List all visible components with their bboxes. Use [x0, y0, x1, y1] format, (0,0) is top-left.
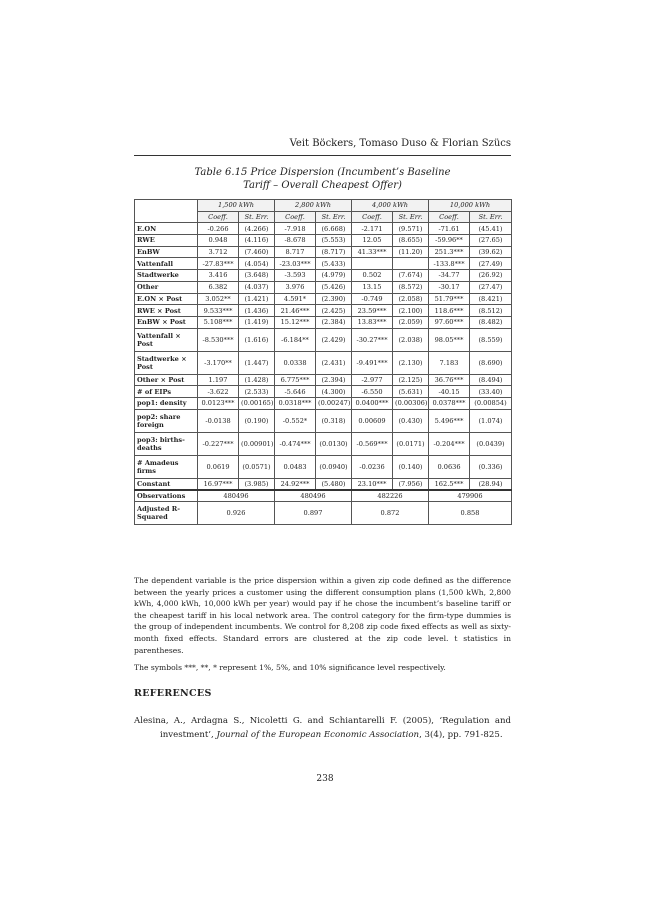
coeff-cell: -0.749: [352, 293, 393, 305]
coeff-cell: -133.8***: [429, 258, 470, 270]
row-label: Vattenfall: [135, 258, 198, 270]
coeff-cell: 16.97***: [198, 478, 239, 490]
std-err-cell: (1.074): [470, 409, 512, 432]
table-row: [135, 328, 512, 351]
std-err-cell: (0.318): [316, 409, 352, 432]
coeff-cell: -40.15: [429, 386, 470, 398]
coeff-cell: 6.775***: [275, 374, 316, 386]
std-err-cell: (0.0571): [239, 455, 275, 478]
std-err-cell: (2.431): [316, 351, 352, 374]
row-label: pop3: births-deaths: [135, 432, 198, 455]
std-err-cell: (8.717): [316, 246, 352, 258]
r-squared-value: 0.872: [352, 502, 429, 525]
coeff-header: Coeff.: [429, 211, 470, 223]
std-err-cell: (28.94): [470, 478, 512, 490]
se-header: St. Err.: [470, 211, 512, 223]
std-err-cell: (0.00306): [393, 397, 429, 409]
std-err-cell: (27.47): [470, 281, 512, 293]
coeff-cell: -0.0138: [198, 409, 239, 432]
row-label: EnBW: [135, 246, 198, 258]
table-row: [135, 316, 512, 328]
coeff-cell: -5.646: [275, 386, 316, 398]
observations-value: 480496: [198, 490, 275, 502]
coeff-cell: 4.591*: [275, 293, 316, 305]
observations-value: 482226: [352, 490, 429, 502]
regression-table: [134, 199, 512, 525]
coeff-cell: 0.948: [198, 235, 239, 247]
coeff-cell: 3.976: [275, 281, 316, 293]
running-header: Veit Böckers, Tomaso Duso & Florian Szücs: [134, 138, 511, 156]
coeff-cell: 24.92***: [275, 478, 316, 490]
std-err-cell: (0.430): [393, 409, 429, 432]
table-caption-line-2: Tariff – Overall Cheapest Offer): [243, 180, 402, 191]
std-err-cell: (8.421): [470, 293, 512, 305]
row-label: RWE: [135, 235, 198, 247]
table-row: [135, 351, 512, 374]
table-row: [135, 432, 512, 455]
coeff-header: Coeff.: [275, 211, 316, 223]
std-err-cell: (8.482): [470, 316, 512, 328]
coeff-cell: 13.83***: [352, 316, 393, 328]
coeff-cell: -0.474***: [275, 432, 316, 455]
std-err-cell: (8.572): [393, 281, 429, 293]
table-row: [135, 374, 512, 386]
std-err-cell: (9.571): [393, 223, 429, 235]
std-err-cell: (4.266): [239, 223, 275, 235]
table-note-description: The dependent variable is the price dispersion within a given zip code defined as the difference between the yearly prices a customer using the different consumption plans (1,500 kWh, 2,800 kWh, 4,000 kWh, 10,000 kWh per year) would pay if he chose the incumbent’s baseline tariff or the cheapest tariff in his local network area. The control category for the firm-type dummies is the group of independent incumbents. We control for 8,208 zip code fixed effects as well as sixty-month fixed effects. Standard errors are clustered at the zip code level. t statistics in parentheses.: [134, 576, 511, 655]
se-header: St. Err.: [239, 211, 275, 223]
row-label: # of EIPs: [135, 386, 198, 398]
table-row: [135, 235, 512, 247]
coeff-header: Coeff.: [352, 211, 393, 223]
coeff-cell: 0.0123***: [198, 397, 239, 409]
std-err-cell: (4.979): [316, 270, 352, 282]
r-squared-row: [135, 502, 512, 525]
group-header: 1,500 kWh: [198, 200, 275, 212]
coeff-cell: -0.204***: [429, 432, 470, 455]
table-row: [135, 281, 512, 293]
std-err-cell: (2.425): [316, 305, 352, 317]
page-number: 238: [316, 774, 334, 784]
coeff-cell: -8.678: [275, 235, 316, 247]
std-err-cell: (4.054): [239, 258, 275, 270]
std-err-cell: (1.421): [239, 293, 275, 305]
table-row: [135, 386, 512, 398]
row-label: EnBW × Post: [135, 316, 198, 328]
coeff-cell: -59.96**: [429, 235, 470, 247]
reference-entry: [134, 714, 511, 742]
coeff-cell: 3.712: [198, 246, 239, 258]
table-corner-cell: [135, 200, 198, 223]
coeff-cell: 118.6***: [429, 305, 470, 317]
coeff-cell: 0.0400***: [352, 397, 393, 409]
reference-journal: Journal of the European Economic Association: [216, 730, 420, 740]
std-err-cell: (8.655): [393, 235, 429, 247]
coeff-cell: -6.184**: [275, 328, 316, 351]
coeff-cell: 23.10***: [352, 478, 393, 490]
coeff-cell: 15.12***: [275, 316, 316, 328]
std-err-cell: (8.559): [470, 328, 512, 351]
std-err-cell: (5.426): [316, 281, 352, 293]
std-err-cell: (1.436): [239, 305, 275, 317]
coeff-cell: -0.266: [198, 223, 239, 235]
se-header: St. Err.: [393, 211, 429, 223]
row-label: RWE × Post: [135, 305, 198, 317]
coeff-cell: 162.5***: [429, 478, 470, 490]
std-err-cell: (0.0171): [393, 432, 429, 455]
std-err-cell: (1.419): [239, 316, 275, 328]
std-err-cell: (7.956): [393, 478, 429, 490]
coeff-cell: -0.227***: [198, 432, 239, 455]
table-caption-line-1: Table 6.15 Price Dispersion (Incumbent’s Baseline: [194, 167, 451, 178]
observations-label: Observations: [135, 490, 198, 502]
table-row: [135, 270, 512, 282]
observations-row: [135, 490, 512, 502]
coeff-cell: 0.00609: [352, 409, 393, 432]
coeff-cell: 0.0378***: [429, 397, 470, 409]
coeff-cell: 5.108***: [198, 316, 239, 328]
std-err-cell: (2.058): [393, 293, 429, 305]
std-err-cell: (0.00165): [239, 397, 275, 409]
std-err-cell: (5.433): [316, 258, 352, 270]
std-err-cell: (3.648): [239, 270, 275, 282]
coeff-cell: 36.76***: [429, 374, 470, 386]
std-err-cell: (7.674): [393, 270, 429, 282]
coeff-cell: -0.552*: [275, 409, 316, 432]
std-err-cell: (2.390): [316, 293, 352, 305]
coeff-cell: -7.918: [275, 223, 316, 235]
std-err-cell: (0.336): [470, 455, 512, 478]
coeff-cell: 5.496***: [429, 409, 470, 432]
std-err-cell: (0.0940): [316, 455, 352, 478]
std-err-cell: (0.0439): [470, 432, 512, 455]
coeff-cell: 251.3***: [429, 246, 470, 258]
std-err-cell: (2.100): [393, 305, 429, 317]
std-err-cell: (6.668): [316, 223, 352, 235]
table-row: [135, 305, 512, 317]
std-err-cell: [393, 258, 429, 270]
coeff-cell: 41.33***: [352, 246, 393, 258]
std-err-cell: (7.460): [239, 246, 275, 258]
std-err-cell: (1.447): [239, 351, 275, 374]
coeff-cell: 97.60***: [429, 316, 470, 328]
std-err-cell: (3.985): [239, 478, 275, 490]
coeff-cell: 98.05***: [429, 328, 470, 351]
table-body: [135, 223, 512, 490]
table-row: [135, 455, 512, 478]
std-err-cell: (4.037): [239, 281, 275, 293]
r-squared-label: Adjusted R-Squared: [135, 502, 198, 525]
reference-details: , 3(4), pp. 791-825.: [419, 730, 503, 740]
coeff-cell: -3.593: [275, 270, 316, 282]
std-err-cell: (4.116): [239, 235, 275, 247]
std-err-cell: (45.41): [470, 223, 512, 235]
std-err-cell: (26.92): [470, 270, 512, 282]
table-row: [135, 223, 512, 235]
observations-value: 479906: [429, 490, 512, 502]
coeff-cell: -9.491***: [352, 351, 393, 374]
row-label: Other × Post: [135, 374, 198, 386]
std-err-cell: (2.384): [316, 316, 352, 328]
coeff-cell: -0.0236: [352, 455, 393, 478]
row-label: # Amadeus firms: [135, 455, 198, 478]
group-header: 2,800 kWh: [275, 200, 352, 212]
observations-value: 480496: [275, 490, 352, 502]
group-header: 4,000 kWh: [352, 200, 429, 212]
std-err-cell: (11.20): [393, 246, 429, 258]
coeff-cell: 3.052**: [198, 293, 239, 305]
std-err-cell: (4.300): [316, 386, 352, 398]
coeff-cell: -30.17: [429, 281, 470, 293]
std-err-cell: (1.616): [239, 328, 275, 351]
r-squared-value: 0.897: [275, 502, 352, 525]
std-err-cell: (2.125): [393, 374, 429, 386]
row-label: E.ON × Post: [135, 293, 198, 305]
std-err-cell: (2.429): [316, 328, 352, 351]
std-err-cell: (0.00901): [239, 432, 275, 455]
std-err-cell: (0.140): [393, 455, 429, 478]
std-err-cell: (8.690): [470, 351, 512, 374]
coeff-cell: -3.622: [198, 386, 239, 398]
coeff-cell: -34.77: [429, 270, 470, 282]
reference-authors: Alesina, A., Ardagna S., Nicoletti G. and Schiantarelli F. (2005), ‘Regulation and investment’,: [134, 716, 511, 740]
coeff-cell: [352, 258, 393, 270]
std-err-cell: (39.62): [470, 246, 512, 258]
r-squared-value: 0.858: [429, 502, 512, 525]
coeff-cell: -0.569***: [352, 432, 393, 455]
std-err-cell: (27.49): [470, 258, 512, 270]
table-row: [135, 293, 512, 305]
table-row: [135, 409, 512, 432]
std-err-cell: (0.00854): [470, 397, 512, 409]
coeff-cell: 0.0338: [275, 351, 316, 374]
row-label: Stadtwerke × Post: [135, 351, 198, 374]
coeff-cell: 12.05: [352, 235, 393, 247]
table-row: [135, 246, 512, 258]
coeff-cell: 6.382: [198, 281, 239, 293]
table-row: [135, 478, 512, 490]
coeff-cell: -2.171: [352, 223, 393, 235]
coeff-header: Coeff.: [198, 211, 239, 223]
coeff-cell: 8.717: [275, 246, 316, 258]
coeff-cell: 21.46***: [275, 305, 316, 317]
coeff-cell: 0.0619: [198, 455, 239, 478]
std-err-cell: (5.631): [393, 386, 429, 398]
std-err-cell: (5.480): [316, 478, 352, 490]
table-notes: [134, 575, 511, 680]
coeff-cell: -23.03***: [275, 258, 316, 270]
se-header: St. Err.: [316, 211, 352, 223]
table-row: [135, 258, 512, 270]
std-err-cell: (0.0130): [316, 432, 352, 455]
table-caption: [134, 166, 511, 192]
table-group-header-row: [135, 200, 512, 212]
group-header: 10,000 kWh: [429, 200, 512, 212]
coeff-cell: 0.0318***: [275, 397, 316, 409]
std-err-cell: (8.512): [470, 305, 512, 317]
coeff-cell: 51.79***: [429, 293, 470, 305]
coeff-cell: -71.61: [429, 223, 470, 235]
coeff-cell: 1.197: [198, 374, 239, 386]
row-label: Stadtwerke: [135, 270, 198, 282]
coeff-cell: -2.977: [352, 374, 393, 386]
std-err-cell: (1.428): [239, 374, 275, 386]
row-label: pop1: density: [135, 397, 198, 409]
coeff-cell: -8.530***: [198, 328, 239, 351]
std-err-cell: (2.038): [393, 328, 429, 351]
std-err-cell: (2.130): [393, 351, 429, 374]
row-label: Constant: [135, 478, 198, 490]
std-err-cell: (0.00247): [316, 397, 352, 409]
row-label: E.ON: [135, 223, 198, 235]
coeff-cell: -30.27***: [352, 328, 393, 351]
coeff-cell: 3.416: [198, 270, 239, 282]
std-err-cell: (0.190): [239, 409, 275, 432]
table-note-significance: The symbols ***, **, * represent 1%, 5%, and 10% significance level respectively.: [134, 663, 446, 673]
coeff-cell: -6.550: [352, 386, 393, 398]
coeff-cell: 0.0483: [275, 455, 316, 478]
table-row: [135, 397, 512, 409]
row-label: pop2: share foreign: [135, 409, 198, 432]
coeff-cell: 7.183: [429, 351, 470, 374]
r-squared-value: 0.926: [198, 502, 275, 525]
coeff-cell: 13.15: [352, 281, 393, 293]
std-err-cell: (8.494): [470, 374, 512, 386]
coeff-cell: 23.59***: [352, 305, 393, 317]
std-err-cell: (5.553): [316, 235, 352, 247]
coeff-cell: -3.170**: [198, 351, 239, 374]
coeff-cell: 0.502: [352, 270, 393, 282]
std-err-cell: (33.40): [470, 386, 512, 398]
std-err-cell: (27.65): [470, 235, 512, 247]
coeff-cell: 0.0636: [429, 455, 470, 478]
std-err-cell: (2.394): [316, 374, 352, 386]
row-label: Vattenfall × Post: [135, 328, 198, 351]
row-label: Other: [135, 281, 198, 293]
std-err-cell: (2.059): [393, 316, 429, 328]
coeff-cell: -27.83***: [198, 258, 239, 270]
references-heading: REFERENCES: [134, 688, 212, 699]
std-err-cell: (2.533): [239, 386, 275, 398]
coeff-cell: 9.533***: [198, 305, 239, 317]
